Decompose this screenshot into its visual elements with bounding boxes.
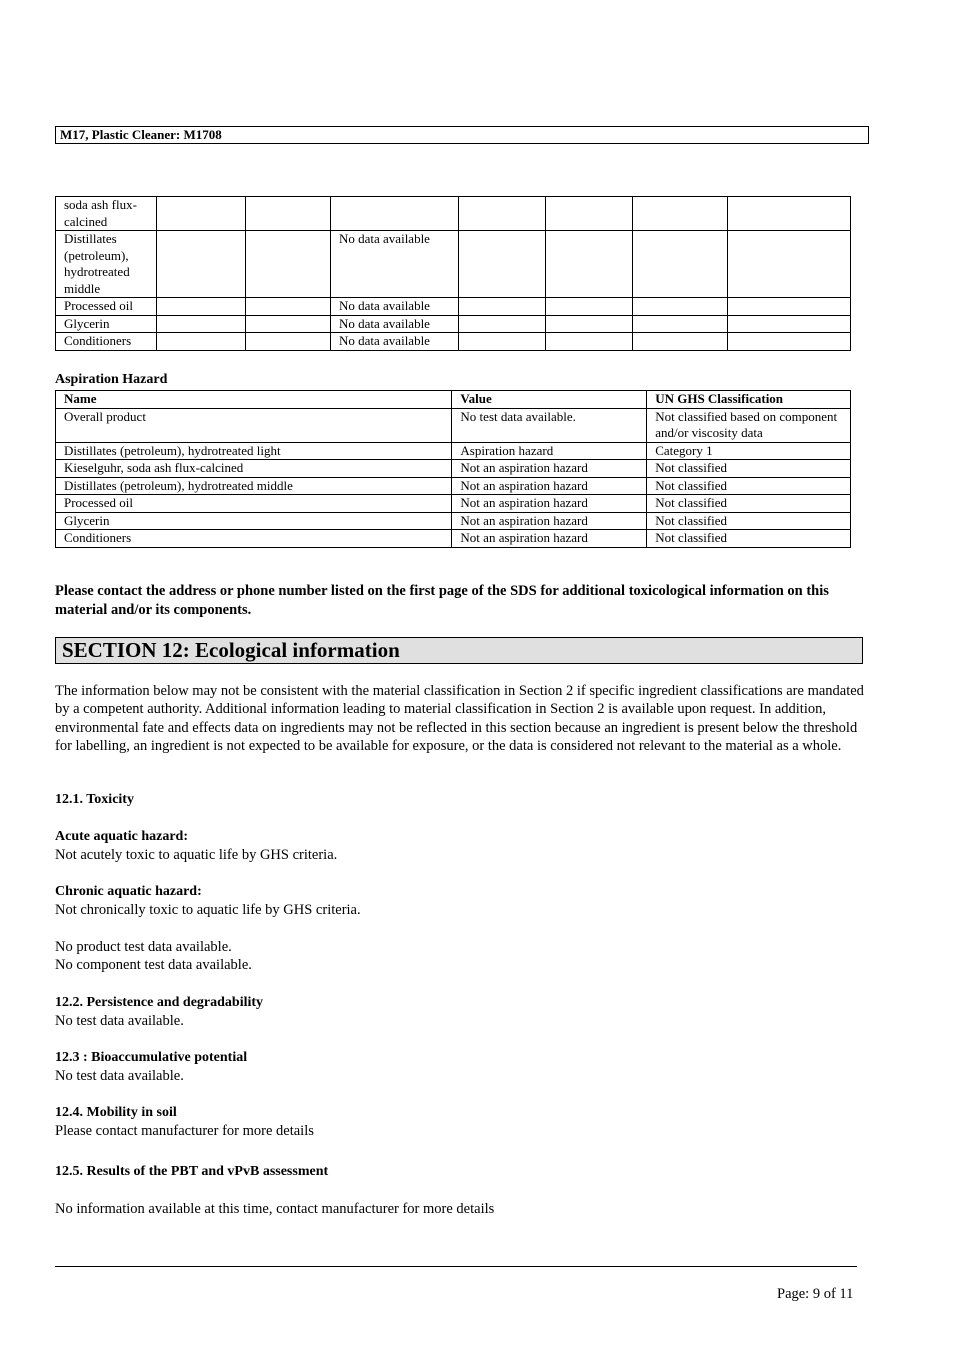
table-cell: Distillates (petroleum), hydrotreated middle: [56, 477, 452, 495]
table-cell: [331, 197, 459, 231]
table-row: [56, 460, 851, 478]
toxicity-heading: 12.1. Toxicity: [55, 792, 134, 807]
table-row: [56, 231, 851, 298]
table-cell: Overall product: [56, 408, 452, 442]
mobility-text: Please contact manufacturer for more details: [55, 1123, 314, 1139]
table-cell: No test data available.: [452, 408, 647, 442]
pbt-text: No information available at this time, contact manufacturer for more details: [55, 1201, 495, 1217]
footer-divider: [55, 1266, 857, 1267]
document-title: M17, Plastic Cleaner: M1708: [60, 127, 222, 142]
table-header-row: [56, 391, 851, 409]
table-cell: Not an aspiration hazard: [452, 512, 647, 530]
table-cell: Aspiration hazard: [452, 442, 647, 460]
chronic-heading: Chronic aquatic hazard:: [55, 884, 202, 899]
table-cell: Not classified: [647, 512, 851, 530]
table-cell: No data available: [331, 333, 459, 351]
table-cell: Not classified: [647, 460, 851, 478]
document-header: [55, 126, 869, 144]
page-number: Page: 9 of 11: [777, 1286, 854, 1302]
column-header: UN GHS Classification: [647, 391, 851, 409]
column-header: Value: [452, 391, 647, 409]
table-cell: Glycerin: [56, 512, 452, 530]
toxicity-continuation-table: [55, 196, 851, 351]
aspiration-hazard-table: [55, 390, 851, 548]
no-component-data: No component test data available.: [55, 957, 252, 973]
table-cell: Not an aspiration hazard: [452, 530, 647, 548]
table-cell: Glycerin: [56, 315, 157, 333]
table-cell: Conditioners: [56, 333, 157, 351]
table-cell: Processed oil: [56, 495, 452, 513]
table-cell: Not classified: [647, 495, 851, 513]
table-row: [56, 197, 851, 231]
table-cell: Not classified: [647, 477, 851, 495]
table-cell: Distillates (petroleum), hydrotreated middle: [56, 231, 157, 298]
table-row: [56, 408, 851, 442]
table-row: [56, 530, 851, 548]
bioaccumulative-text: No test data available.: [55, 1068, 184, 1084]
table-row: [56, 298, 851, 316]
contact-note: Please contact the address or phone number listed on the first page of the SDS for additional toxicological information on this material and/or its components.: [55, 583, 829, 618]
table-cell: Processed oil: [56, 298, 157, 316]
table-row: [56, 495, 851, 513]
chronic-text: Not chronically toxic to aquatic life by GHS criteria.: [55, 902, 361, 918]
table-cell: soda ash flux-calcined: [56, 197, 157, 231]
table-row: [56, 512, 851, 530]
mobility-heading: 12.4. Mobility in soil: [55, 1105, 177, 1120]
table-row: [56, 477, 851, 495]
table-cell: Not an aspiration hazard: [452, 477, 647, 495]
table-row: [56, 315, 851, 333]
section-title: SECTION 12: Ecological information: [55, 637, 863, 664]
no-product-data: No product test data available.: [55, 939, 232, 955]
table-cell: No data available: [331, 231, 459, 298]
table-cell: Category 1: [647, 442, 851, 460]
table-cell: Not an aspiration hazard: [452, 460, 647, 478]
table-cell: Distillates (petroleum), hydrotreated light: [56, 442, 452, 460]
acute-text: Not acutely toxic to aquatic life by GHS criteria.: [55, 847, 338, 863]
table-row: [56, 442, 851, 460]
table-cell: Not classified based on component and/or viscosity data: [647, 408, 851, 442]
pbt-heading: 12.5. Results of the PBT and vPvB assessment: [55, 1164, 329, 1179]
table-cell: Not classified: [647, 530, 851, 548]
bioaccumulative-heading: 12.3 : Bioaccumulative potential: [55, 1050, 248, 1065]
table-cell: No data available: [331, 315, 459, 333]
persistence-text: No test data available.: [55, 1013, 184, 1029]
table-cell: No data available: [331, 298, 459, 316]
table-row: [56, 333, 851, 351]
persistence-heading: 12.2. Persistence and degradability: [55, 995, 264, 1010]
acute-heading: Acute aquatic hazard:: [55, 829, 188, 844]
table-cell: Conditioners: [56, 530, 452, 548]
section-intro: The information below may not be consistent with the material classification in Section 2 if specific ingredient classifications are mandated by a competent authority. Additional information leading to material classification in Section 2 is available upon request. In addition, environmental fate and effects data on ingredients may not be reflected in this section because an ingredient is present below the threshold for labelling, an ingredient is not expected to be available for exposure, or the data is considered not relevant to the material as a whole.: [55, 683, 864, 754]
table-cell: Not an aspiration hazard: [452, 495, 647, 513]
aspiration-hazard-heading: Aspiration Hazard: [55, 372, 168, 387]
table-cell: Kieselguhr, soda ash flux-calcined: [56, 460, 452, 478]
column-header: Name: [56, 391, 452, 409]
